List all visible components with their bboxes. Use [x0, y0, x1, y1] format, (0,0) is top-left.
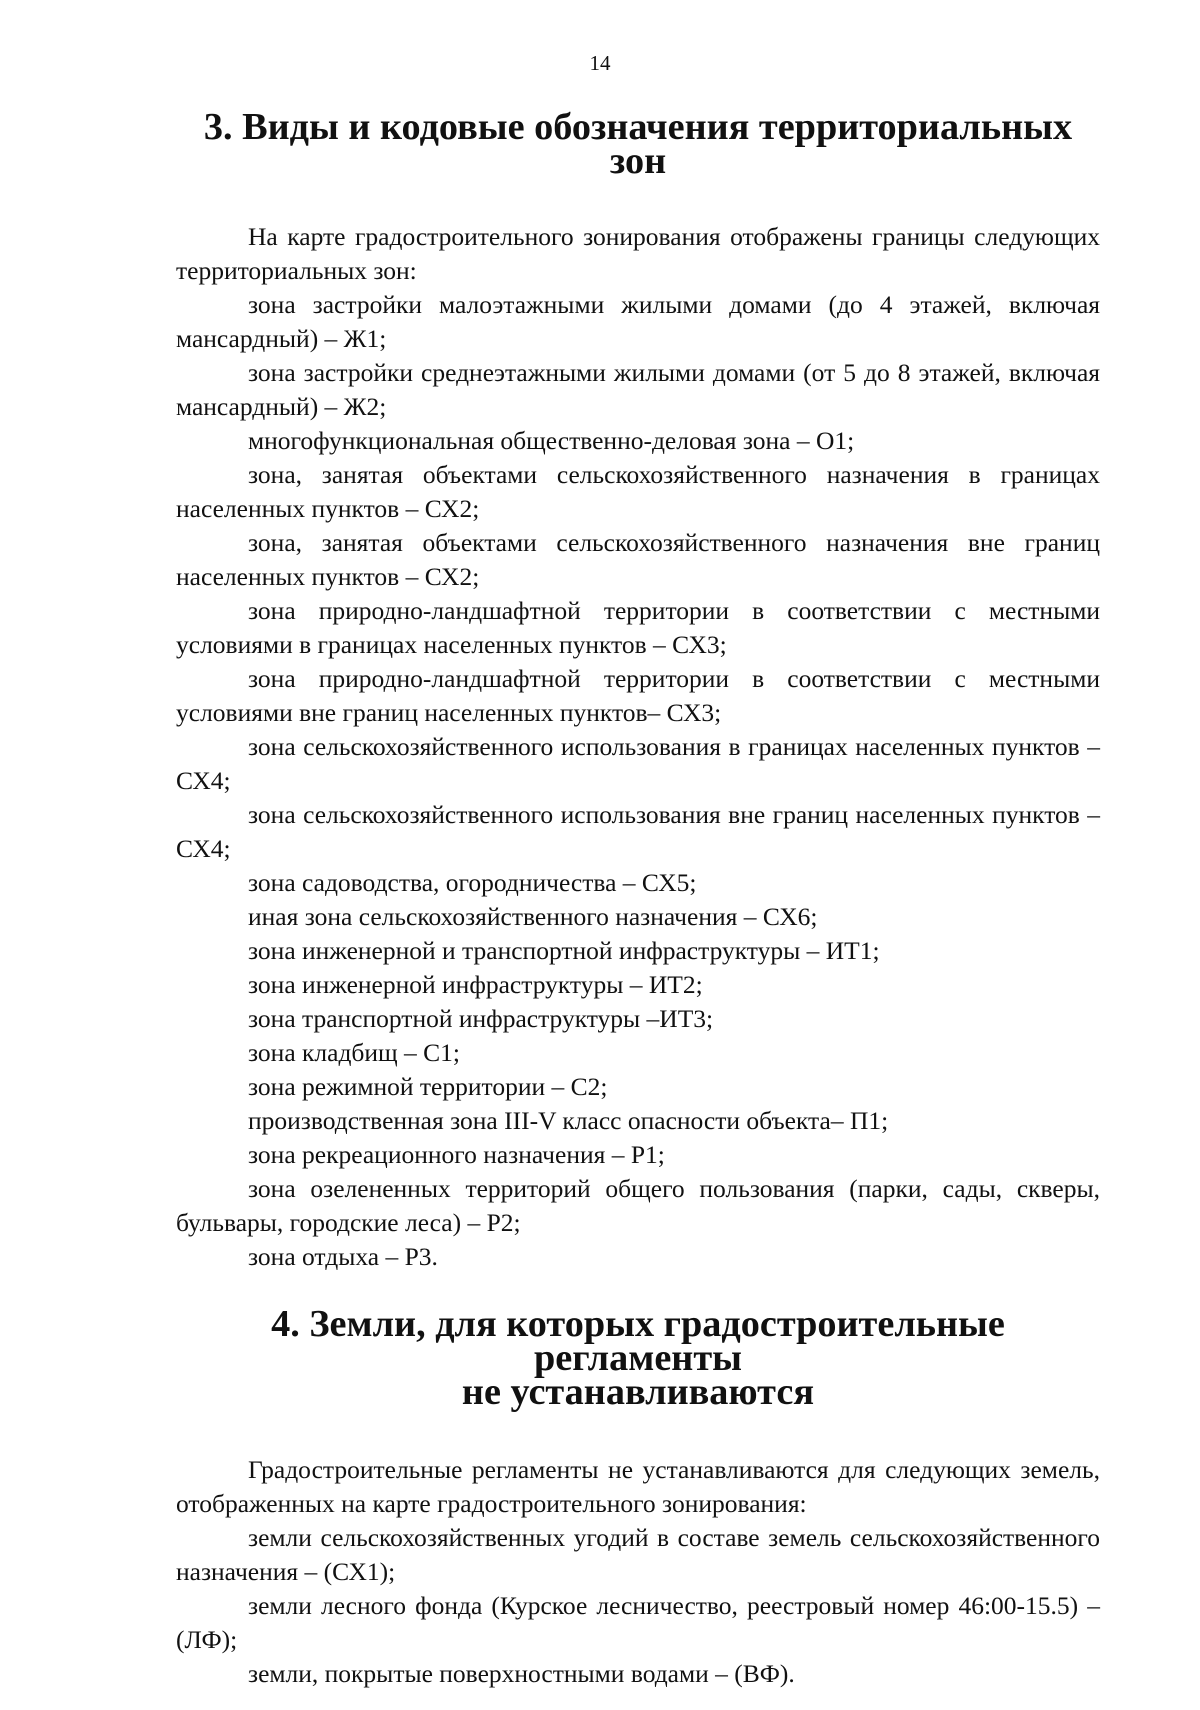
land-item: земли сельскохозяйственных угодий в составе земель сельскохозяйственного назначения – (СХ1);	[176, 1523, 1100, 1586]
zone-item: зона транспортной инфраструктуры –ИТ3;	[248, 1004, 714, 1033]
zone-item: зона кладбищ – С1;	[248, 1038, 461, 1067]
zone-item: зона садоводства, огородничества – СХ5;	[248, 868, 697, 897]
zone-item: зона сельскохозяйственного использования в границах населенных пунктов – СХ4;	[176, 732, 1100, 795]
zone-item: многофункциональная общественно-деловая зона – О1;	[248, 426, 855, 455]
section-4-title-line-1: 4. Земли, для которых градостроительные регламенты	[271, 1303, 1005, 1379]
section-4-title	[176, 1303, 1100, 1413]
zone-item: иная зона сельскохозяйственного назначения – СХ6;	[248, 902, 818, 931]
zone-item: зона рекреационного назначения – Р1;	[248, 1140, 665, 1169]
land-item: земли лесного фонда (Курское лесничество, реестровый номер 46:00-15.5) – (ЛФ);	[176, 1591, 1100, 1654]
section-3-title: 3. Виды и кодовые обозначения территориальных зон	[203, 106, 1073, 182]
zone-item: производственная зона III-V класс опасности объекта– П1;	[248, 1106, 889, 1135]
page-number: 14	[589, 51, 611, 75]
zone-item: зона застройки среднеэтажными жилыми домами (от 5 до 8 этажей, включая мансардный) – Ж2;	[176, 358, 1100, 421]
zone-item: зона озелененных территорий общего пользования (парки, сады, скверы, бульвары, городские леса) – Р2;	[176, 1174, 1100, 1237]
lands-intro-paragraph: Градостроительные регламенты не устанавливаются для следующих земель, отображенных на карте градостроительного зонирования:	[176, 1455, 1100, 1518]
section-4-body	[176, 1453, 1100, 1691]
zone-item: зона отдыха – Р3.	[248, 1242, 438, 1271]
zone-item: зона застройки малоэтажными жилыми домами (до 4 этажей, включая мансардный) – Ж1;	[176, 290, 1100, 353]
document-content	[176, 106, 1100, 1691]
zone-item: зона природно-ландшафтной территории в соответствии с местными условиями в границах населенных пунктов – СХ3;	[176, 596, 1100, 659]
section-4-title-line-2: не устанавливаются	[461, 1371, 815, 1413]
zone-item: зона инженерной инфраструктуры – ИТ2;	[248, 970, 703, 999]
zone-item: зона инженерной и транспортной инфраструктуры – ИТ1;	[248, 936, 880, 965]
land-item: земли, покрытые поверхностными водами – (ВФ).	[248, 1659, 795, 1688]
zone-item: зона, занятая объектами сельскохозяйственного назначения в границах населенных пунктов – СХ2;	[176, 460, 1100, 523]
zone-item: зона природно-ландшафтной территории в соответствии с местными условиями вне границ населенных пунктов– СХ3;	[176, 664, 1100, 727]
zone-item: зона сельскохозяйственного использования вне границ населенных пунктов – СХ4;	[176, 800, 1100, 863]
zone-item: зона, занятая объектами сельскохозяйственного назначения вне границ населенных пунктов – СХ2;	[176, 528, 1100, 591]
zone-item: зона режимной территории – С2;	[248, 1072, 608, 1101]
section-3-body	[176, 220, 1100, 1274]
zones-intro-paragraph: На карте градостроительного зонирования отображены границы следующих территориальных зон:	[176, 222, 1100, 285]
